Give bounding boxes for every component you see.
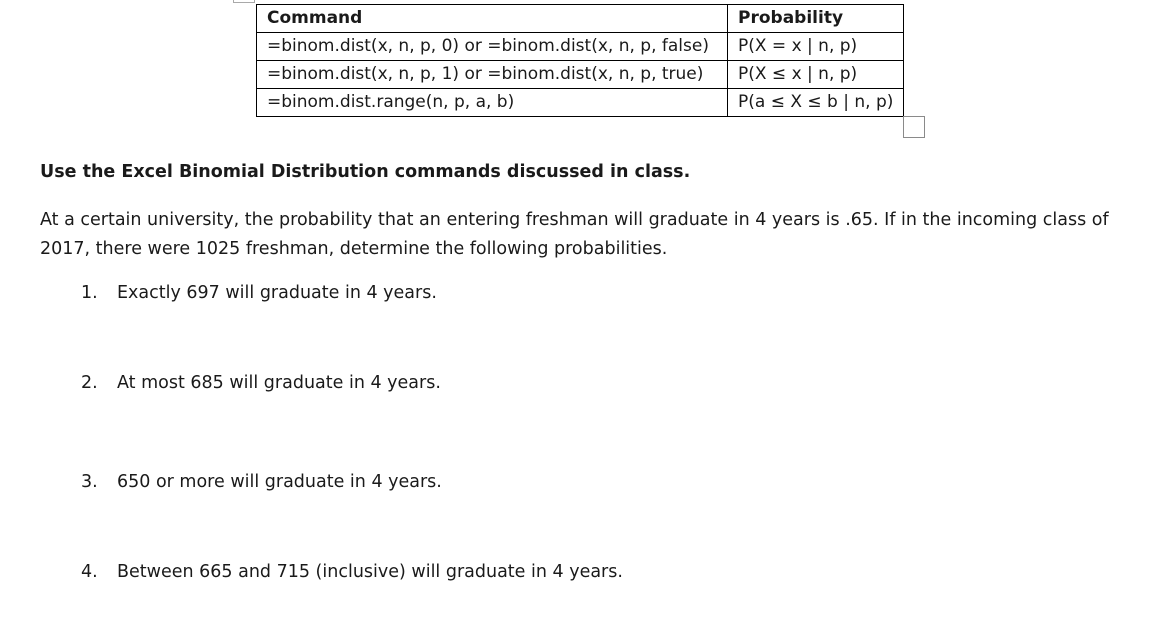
binomial-commands-table — [256, 4, 904, 117]
question-item — [81, 472, 442, 492]
table-row — [257, 61, 904, 89]
question-item — [81, 373, 441, 393]
command-cell: =binom.dist(x, n, p, 0) or =binom.dist(x, n, p, false) — [257, 33, 728, 61]
instructions-heading: Use the Excel Binomial Distribution commands discussed in class. — [40, 162, 691, 182]
problem-line-2: 2017, there were 1025 freshman, determine the following probabilities. — [40, 239, 668, 259]
problem-statement — [40, 206, 1130, 264]
probability-cell: P(X ≤ x | n, p) — [728, 61, 904, 89]
question-number: 3. — [81, 472, 98, 492]
table-row — [257, 89, 904, 117]
question-text: 650 or more will graduate in 4 years. — [117, 472, 442, 492]
question-item — [81, 562, 623, 582]
question-text: Between 665 and 715 (inclusive) will graduate in 4 years. — [117, 562, 623, 582]
question-number: 1. — [81, 283, 98, 303]
command-cell: =binom.dist(x, n, p, 1) or =binom.dist(x, n, p, true) — [257, 61, 728, 89]
table-resize-handle[interactable] — [903, 116, 925, 138]
question-number: 2. — [81, 373, 98, 393]
problem-line-1: At a certain university, the probability that an entering freshman will graduate in 4 years is .65. If in the incoming class of — [40, 210, 1109, 230]
probability-cell: P(X = x | n, p) — [728, 33, 904, 61]
command-cell: =binom.dist.range(n, p, a, b) — [257, 89, 728, 117]
probability-header: Probability — [728, 5, 904, 33]
command-header: Command — [257, 5, 728, 33]
table-row — [257, 33, 904, 61]
table-header-row — [257, 5, 904, 33]
question-text: Exactly 697 will graduate in 4 years. — [117, 283, 437, 303]
question-item — [81, 283, 437, 303]
question-number: 4. — [81, 562, 98, 582]
probability-cell: P(a ≤ X ≤ b | n, p) — [728, 89, 904, 117]
question-text: At most 685 will graduate in 4 years. — [117, 373, 441, 393]
table-move-handle[interactable] — [233, 0, 255, 3]
